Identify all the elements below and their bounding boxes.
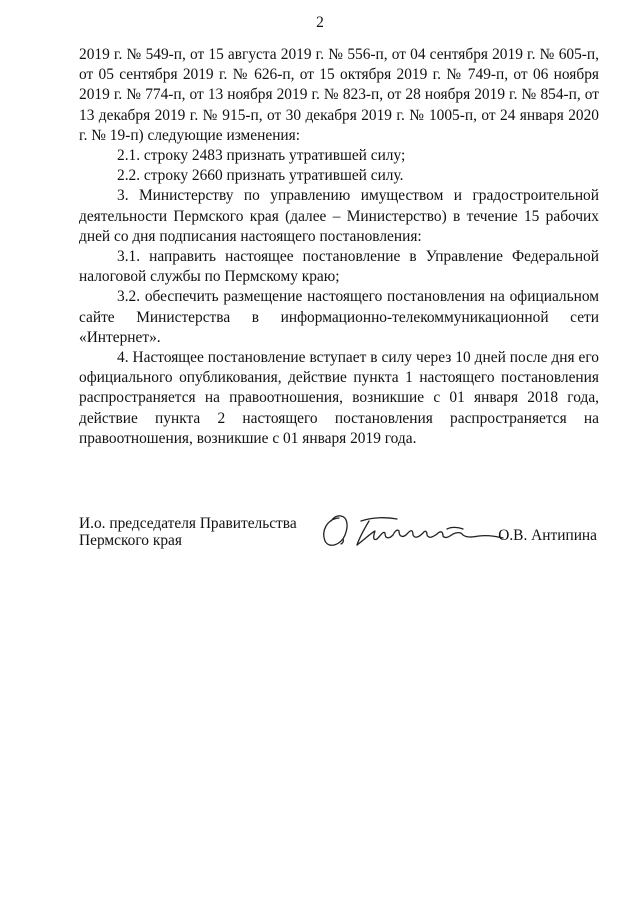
document-body — [79, 45, 599, 449]
paragraph-amendments-list: 2019 г. № 549-п, от 15 августа 2019 г. № 556-п, от 04 сентября 2019 г. № 605-п, от 05 сентября 2019 г. № 626-п, от 15 октября 2019 г. № 749-п, от 06 ноября 2019 г. № 774-п, от 13 ноября 2019 г. № 823-п, от 28 ноября 2019 г. № 854-п, от 13 декабря 2019 г. № 915-п, от 30 декабря 2019 г. № 1005-п, от 24 января 2020 г. № 19-п) следующие изменения: — [79, 46, 599, 144]
paragraph-item-3-1: 3.1. направить настоящее постановление в Управление Федеральной налоговой службы по Пермскому краю; — [79, 248, 599, 286]
signer-title-line-1: И.о. председателя Правительства — [79, 515, 297, 532]
signer-name: О.В. Антипина — [498, 527, 597, 544]
paragraph-item-4: 4. Настоящее постановление вступает в силу через 10 дней после дня его официального опубликования, действие пункта 1 настоящего постановления распространяется на правоотношения, возникшие с 01 января 2018 года, действие пункта 2 настоящего постановления распространяется на правоотношения, возникшие с 01 января 2019 года. — [79, 349, 599, 447]
paragraph-item-3: 3. Министерству по управлению имуществом и градостроительной деятельности Пермского края (далее – Министерство) в течение 15 рабочих дней со дня подписания настоящего постановления: — [79, 187, 599, 245]
handwritten-signature — [317, 509, 507, 549]
page-number: 2 — [316, 14, 324, 31]
paragraph-item-3-2: 3.2. обеспечить размещение настоящего постановления на официальном сайте Министерства в информационно-телекоммуникационной сети «Интернет». — [79, 288, 599, 346]
paragraph-item-2-2: 2.2. строку 2660 признать утратившей силу. — [117, 167, 404, 185]
signer-title-line-2: Пермского края — [79, 532, 182, 549]
signature-block — [79, 515, 599, 575]
signer-title — [79, 515, 297, 549]
paragraph-item-2-1: 2.1. строку 2483 признать утратившей силу; — [117, 147, 406, 165]
